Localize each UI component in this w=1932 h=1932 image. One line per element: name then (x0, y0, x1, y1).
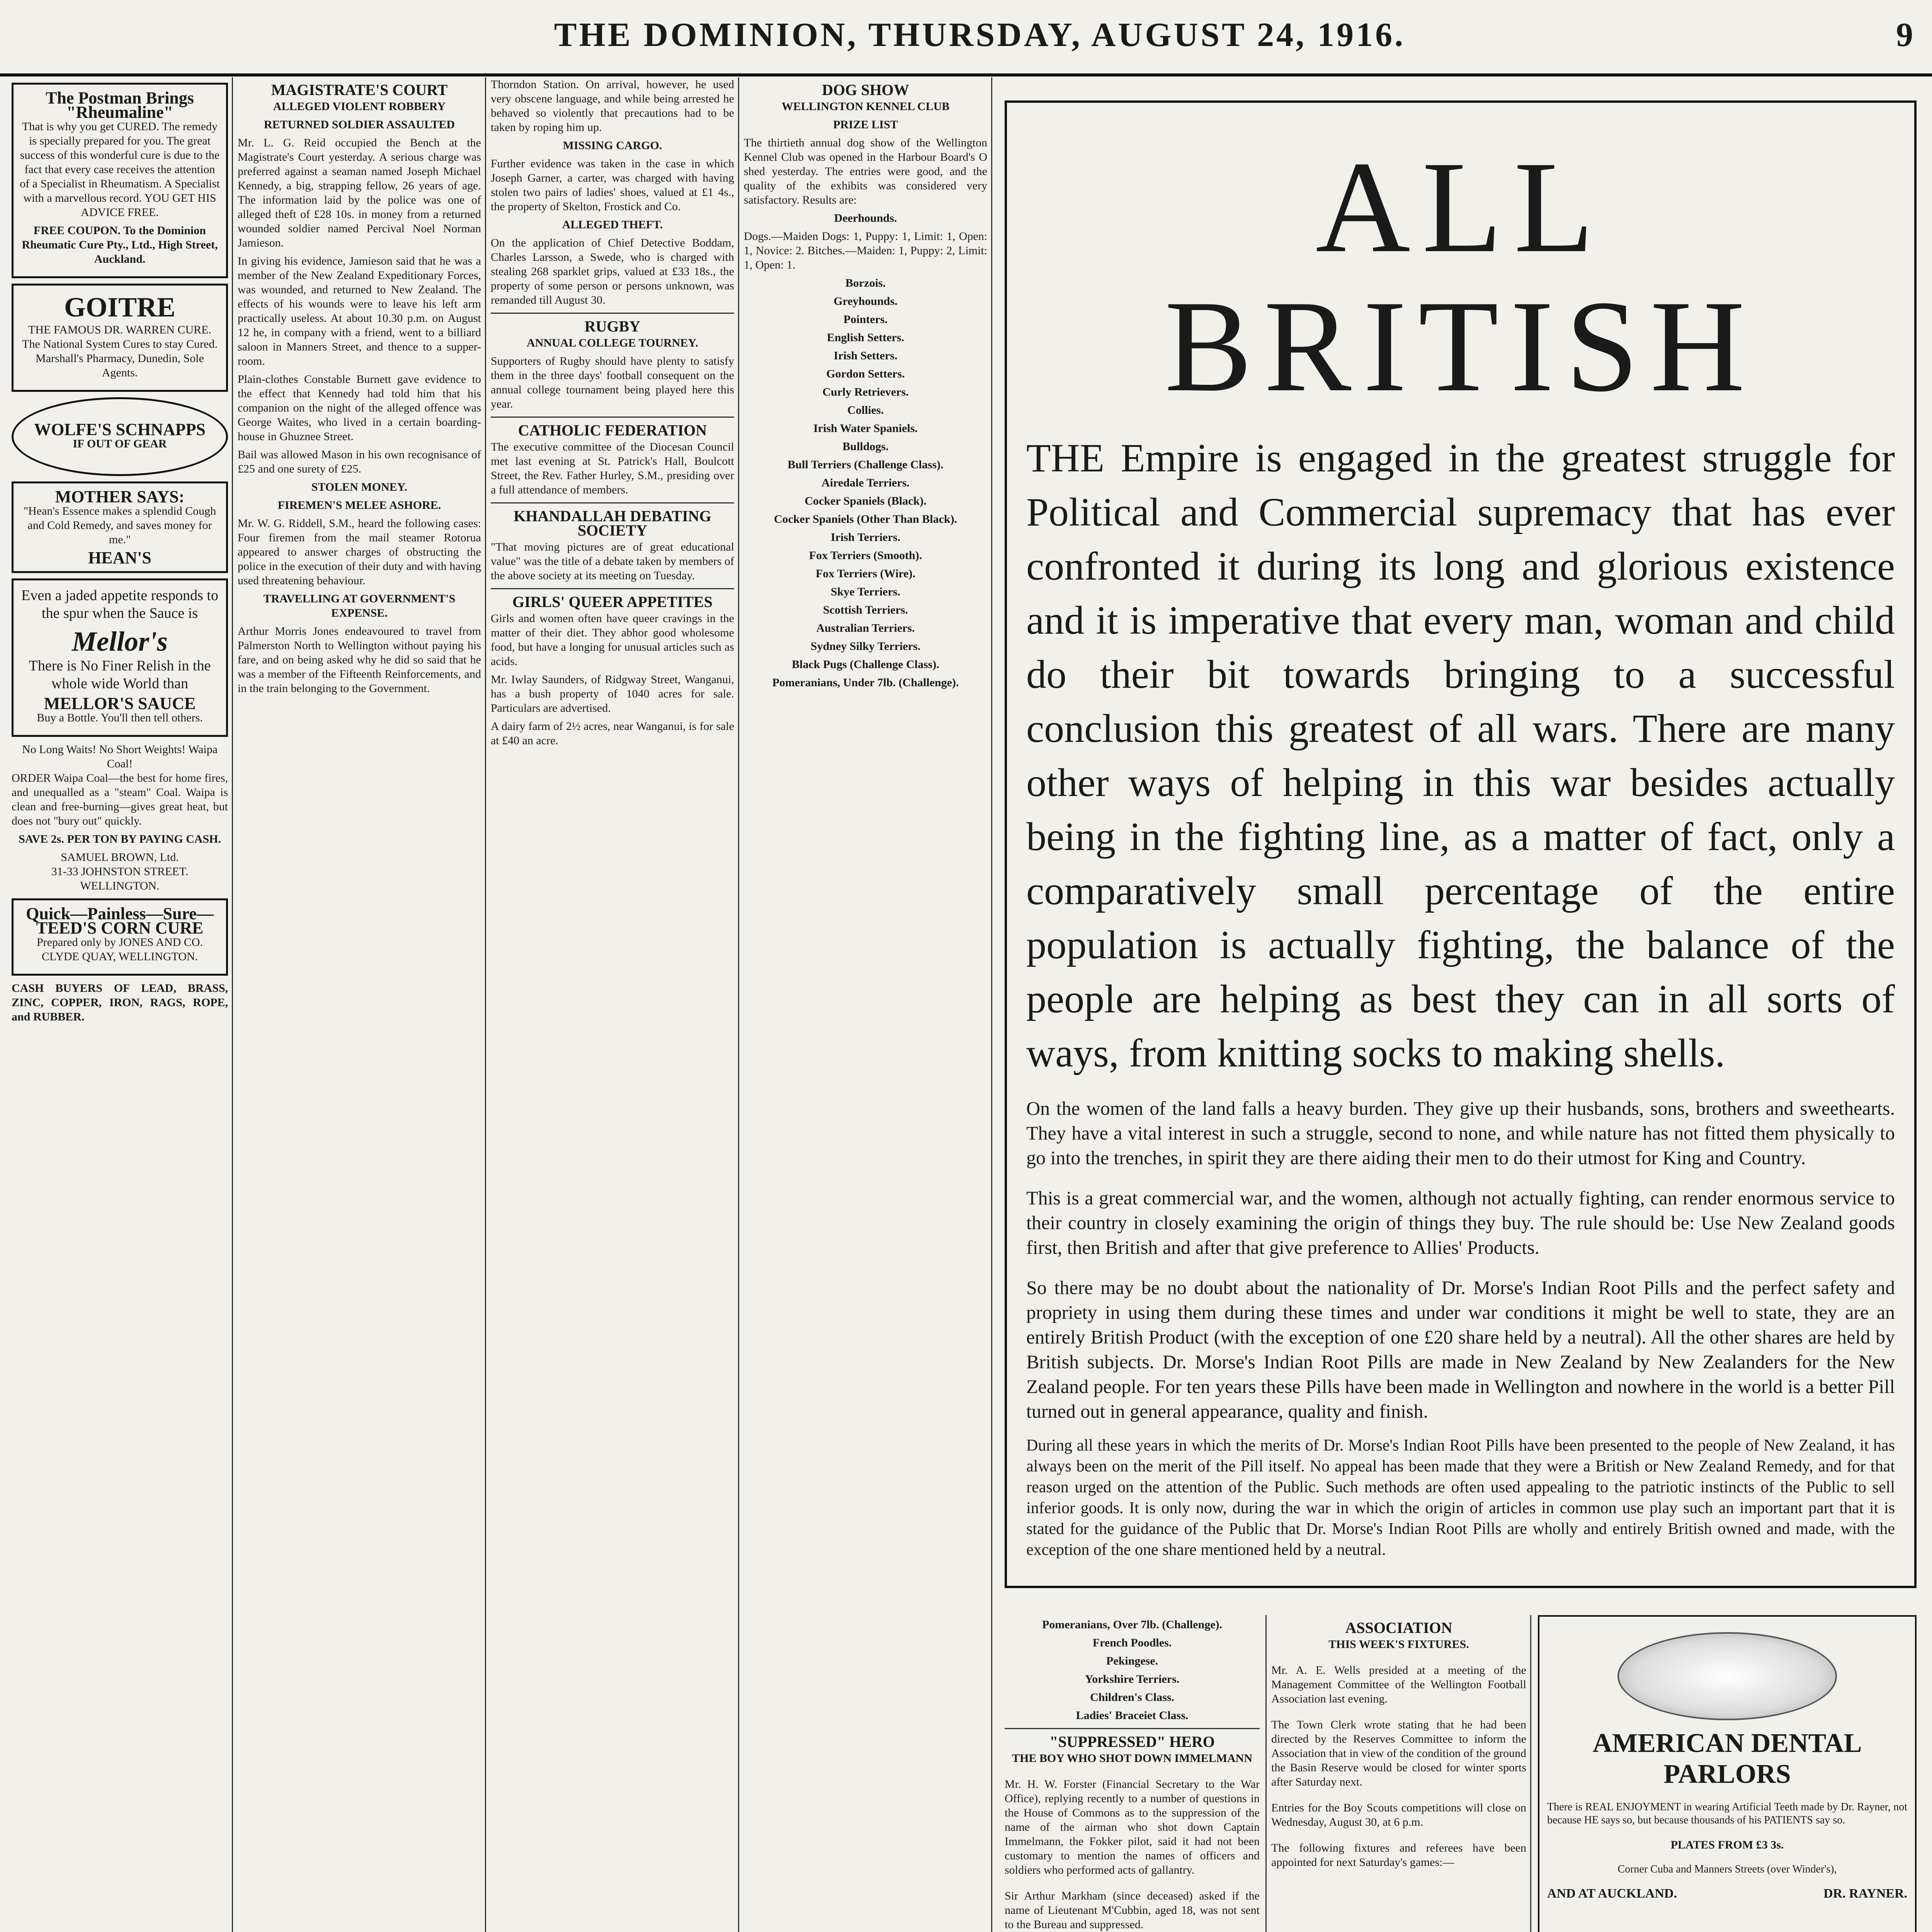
category-heading: Irish Terriers. (831, 531, 900, 544)
ad-samuel-address: 31-33 JOHNSTON STREET. WELLINGTON. (51, 865, 189, 892)
ad-goitre-title: GOITRE (64, 292, 176, 323)
page-number: 9 (1896, 16, 1913, 54)
article-paragraph: Sir Arthur Markham (since deceased) asked if the name of Lieutenant M'Cubbin, aged 18, was not sent to the Bureau and suppressed. (1005, 1889, 1260, 1931)
category-heading: Children's Class. (1090, 1691, 1174, 1704)
category-heading: Fox Terriers (Smooth). (809, 549, 922, 562)
category-heading: Fox Terriers (Wire). (816, 567, 915, 580)
ad-all-british-lead: THE Empire is engaged in the greatest struggle for Political and Commercial supremacy that has ever confronted it during its long and glorious existence and it is imperative that every man, woman and child do their bit towards bringing to a successful conclusion this greatest of all wars. There are many other ways of helping in this war besides actually being in the fighting line, as a matter of fact, only a comparatively small percentage of the entire population is actually fighting, the balance of the people are helping as best they can in all sorts of ways, from knitting socks to making shells. (1026, 436, 1895, 1075)
article-subheading: RETURNED SOLDIER ASSAULTED (264, 118, 455, 131)
article-paragraph: The Town Clerk wrote stating that he had been directed by the Reserves Committee to inform the Association that in view of the condition of the ground the Basin Reserve would be closed for winter sports after Saturday next. (1271, 1718, 1526, 1788)
article-subheading: THIS WEEK'S FIXTURES. (1328, 1638, 1469, 1651)
ad-american-title: AMERICAN DENTAL PARLORS (1592, 1728, 1862, 1789)
column-magistrates-court (238, 77, 481, 1932)
column-dog-show (744, 77, 987, 1932)
article-subheading: ALLEGED THEFT. (562, 218, 663, 231)
divider (1005, 1728, 1260, 1729)
category-heading: Skye Terriers. (831, 585, 900, 598)
ad-all-british-paragraph: During all these years in which the merits of Dr. Morse's Indian Root Pills have been presented to the people of New Zealand, it has always been on the merit of the Pill itself. No appeal has been made that they were a British or New Zealand Remedy, and for that reason urged on the attention of the Public. Such methods are often used appealing to the patriotic instincts of the Public to sell inferior goods. It is only now, during the war in which the origin of articles in common use play such an important part that it is stated for the guidance of the Public that Dr. Morse's Indian Root Pills are wholly and entirely British owned and made, with the exception of the one share mentioned held by a neutral. (1026, 1437, 1895, 1559)
article-paragraph: Supporters of Rugby should have plenty to satisfy them in the three days' football consequent on the annual college tournament being played here this year. (491, 355, 734, 410)
category-heading: Bulldogs. (842, 440, 889, 453)
ad-all-british (1005, 100, 1917, 1588)
ad-goitre (12, 284, 228, 392)
article-subheading: THE BOY WHO SHOT DOWN IMMELMANN (1012, 1752, 1252, 1765)
article-heading: RUGBY (584, 318, 641, 335)
ad-all-british-title: ALL BRITISH (1164, 134, 1757, 419)
column-rule (485, 77, 486, 1932)
divider (491, 417, 734, 418)
category-heading: Black Pugs (Challenge Class). (792, 658, 939, 671)
divider (491, 588, 734, 589)
article-paragraph: Arthur Morris Jones endeavoured to travel from Palmerston North to Wellington without paying his fare, and on being asked why he did so said that he was a member of the Fifteenth Reinforcements, and in the train belonging to the Government. (238, 625, 481, 695)
ad-all-british-paragraph: On the women of the land falls a heavy burden. They give up their husbands, sons, brothers and sweethearts. They have a vital interest in such a struggle, second to none, and while nature has not fitted them physically to go into the trenches, in spirit they are there aiding their men to do their utmost for King and Country. (1026, 1097, 1895, 1168)
ad-teeds-title: Quick—Painless—Sure— TEED'S CORN CURE (26, 904, 214, 937)
article-subheading: ANNUAL COLLEGE TOURNEY. (527, 337, 698, 349)
article-paragraph: Mr. W. G. Riddell, S.M., heard the following cases: Four firemen from the mail steamer Rotorua appeared to answer charges of obstructing the police in the execution of their duty and with having used threatening behaviour. (238, 517, 481, 587)
article-heading: DOG SHOW (822, 81, 909, 99)
ad-goitre-text: THE FAMOUS DR. WARREN CURE. The National System Cures to stay Cured. Marshall's Pharmacy, Dunedin, Sole Agents. (22, 323, 218, 379)
ad-american-address: Corner Cuba and Manners Streets (over Winder's), (1617, 1863, 1837, 1875)
column-dog-show-cont (1005, 1615, 1260, 1932)
category-heading: Greyhounds. (833, 295, 898, 308)
ad-mellors-sauce: MELLOR'S SAUCE (44, 694, 196, 713)
article-heading: MAGISTRATE'S COURT (271, 81, 448, 99)
category-heading: Irish Setters. (833, 349, 898, 362)
category-heading: English Setters. (827, 331, 904, 344)
ad-american-dental (1538, 1615, 1917, 1932)
ad-samuel-brown: SAMUEL BROWN, Ltd. (61, 851, 179, 864)
article-paragraph: Thorndon Station. On arrival, however, he used very obscene language, and while being arrested he behaved so violently that precautions had to be taken by roping him up. (491, 78, 734, 134)
ad-heans-title: MOTHER SAYS: (55, 487, 185, 506)
article-paragraph: Mr. A. E. Wells presided at a meeting of the Management Committee of the Wellington Football Association last evening. (1271, 1664, 1526, 1705)
article-paragraph: "That moving pictures are of great educational value" was the title of a debate taken by members of the above society at its meeting on Tuesday. (491, 541, 734, 582)
article-paragraph: Bail was allowed Mason in his own recognisance of £25 and one surety of £25. (238, 448, 481, 475)
article-subheading: TRAVELLING AT GOVERNMENT'S EXPENSE. (263, 592, 456, 619)
ad-mellors-lead: Even a jaded appetite responds to the spur when the Sauce is (21, 587, 218, 621)
category-heading: Scottish Terriers. (823, 604, 908, 616)
category-heading: Cocker Spaniels (Black). (804, 495, 927, 507)
ad-heans-text: "Hean's Essence makes a splendid Cough and Cold Remedy, and saves money for me." (23, 505, 216, 546)
category-heading: Curly Retrievers. (822, 386, 909, 398)
ad-all-british-paragraph: So there may be no doubt about the nationality of Dr. Morse's Indian Root Pills and the perfect safety and propriety in using them during these times and under war conditions it might be well to state, they are an entirely British Product (with the exception of one £20 share held by a neutral). All the other shares are held by British subjects. Dr. Morse's Indian Root Pills are made in New Zealand by New Zealanders for the New Zealand people. For ten years these Pills have been made in Wellington and nowhere in the world is a better Pill turned out in general appearance, quality and finish. (1026, 1277, 1895, 1422)
article-heading: CATHOLIC FEDERATION (518, 422, 707, 439)
ad-american-auckland: AND AT AUCKLAND. (1547, 1886, 1677, 1901)
ad-wolfes-sub: IF OUT OF GEAR (73, 437, 167, 450)
category-heading: Pointers. (843, 313, 888, 326)
divider (491, 502, 734, 503)
category-heading: Sydney Silky Terriers. (810, 640, 921, 653)
column-association (1271, 1615, 1526, 1932)
category-heading: Irish Water Spaniels. (813, 422, 918, 435)
article-subheading: WELLINGTON KENNEL CLUB (781, 100, 950, 113)
ad-cash-buyers: CASH BUYERS OF LEAD, BRASS, ZINC, COPPER, IRON, RAGS, ROPE, and RUBBER. (12, 982, 228, 1023)
article-subheading: FIREMEN'S MELEE ASHORE. (277, 499, 441, 512)
article-heading: GIRLS' QUEER APPETITES (512, 593, 713, 611)
ad-american-doctor: DR. RAYNER. (1823, 1886, 1907, 1901)
divider (491, 313, 734, 314)
category-heading: Australian Terriers. (816, 622, 915, 634)
ad-mellors-text: There is No Finer Relish in the whole wide World than (29, 658, 211, 692)
ad-mellors (12, 578, 228, 737)
ad-rheumaline (12, 83, 228, 278)
category-heading: French Poodles. (1092, 1636, 1172, 1649)
ad-american-text: There is REAL ENJOYMENT in wearing Artificial Teeth made by Dr. Rayner, not because HE says so, but because thousands of his PATIENTS say so. (1547, 1801, 1907, 1826)
article-paragraph: Plain-clothes Constable Burnett gave evidence to the effect that Kennedy had told him that his companion on the night of the alleged offence was George Waites, who lived in a certain boarding-house in Ghuznee Street. (238, 373, 481, 443)
article-paragraph: Mr. L. G. Reid occupied the Bench at the Magistrate's Court yesterday. A serious charge was preferred against a seaman named Joseph Michael Kennedy, a big, strapping fellow, 26 years of age. The information laid by the police was one of alleged theft of £28 10s. in money from a returned wounded soldier named Percival Noel Norman Jamieson. (238, 136, 481, 249)
category-heading: Collies. (847, 404, 884, 417)
results-paragraph: Dogs.—Maiden Dogs: 1, Puppy: 1, Limit: 1, Open: 1, Novice: 2. Bitches.—Maiden: 1, Puppy: 2, Limit: 1, Open: 1. (744, 230, 987, 271)
ad-american-plates: PLATES FROM £3 3s. (1670, 1838, 1784, 1851)
article-heading: "SUPPRESSED" HERO (1049, 1733, 1215, 1750)
category-heading: Deerhounds. (834, 212, 897, 224)
article-subheading: PRIZE LIST (833, 118, 898, 131)
ad-teeds-text: Prepared only by JONES AND CO. CLYDE QUAY, WELLINGTON. (37, 936, 203, 963)
ad-waipa-title: No Long Waits! No Short Weights! Waipa Coal! (22, 743, 218, 770)
article-paragraph: A dairy farm of 2½ acres, near Wanganui, is for sale at £40 an acre. (491, 720, 734, 747)
category-heading: Pomeranians, Over 7lb. (Challenge). (1042, 1618, 1223, 1631)
masthead-title: THE DOMINION, THURSDAY, AUGUST 24, 1916. (554, 16, 1406, 54)
article-paragraph: Girls and women often have queer cravings in the matter of their diet. They abhor good wholesome food, but have a longing for unusual articles such as acids. (491, 612, 734, 668)
article-paragraph: The following fixtures and referees have been appointed for next Saturday's games:— (1271, 1842, 1526, 1869)
column-rule (991, 77, 992, 1932)
article-heading: ASSOCIATION (1345, 1619, 1452, 1636)
ad-waipa-text: ORDER Waipa Coal—the best for home fires, and unequalled as a "steam" Coal. Waipa is clean and free-burning—gives great heat, but does not "bury out" quickly. (12, 772, 228, 827)
ad-heans-brand: HEAN'S (88, 548, 151, 567)
dentures-illustration (1617, 1632, 1837, 1720)
ad-rheumaline-coupon: FREE COUPON. To the Dominion Rheumatic Cure Pty., Ltd., High Street, Auckland. (22, 224, 218, 265)
masthead (0, 0, 1932, 77)
column-rule (1530, 1615, 1531, 1932)
column-news (491, 77, 734, 1932)
category-heading: Gordon Setters. (826, 367, 905, 380)
ad-mellors-foot: Buy a Bottle. You'll then tell others. (37, 711, 203, 724)
ad-wolfes (12, 397, 228, 476)
article-paragraph: Mr. H. W. Forster (Financial Secretary to the War Office), replying recently to a number of questions in the House of Commons as to the suppression of the name of the airman who shot down Captain Immelmann, the Fokker pilot, said it had not been customary to mention the names of officers and soldiers who performed acts of gallantry. (1005, 1778, 1260, 1876)
article-paragraph: The thirtieth annual dog show of the Wellington Kennel Club was opened in the Harbour Board's O shed yesterday. The entries were good, and the quality of the exhibits was considered very satisfactory. Results are: (744, 136, 987, 206)
ad-rheumaline-title: The Postman Brings "Rheumaline" (46, 88, 194, 122)
ad-teeds (12, 898, 228, 976)
article-paragraph: The executive committee of the Diocesan Council met last evening at St. Patrick's Hall, Boulcott Street, the Rev. Father Hurley, S.M., presiding over a full attendance of members. (491, 440, 734, 496)
category-heading: Bull Terriers (Challenge Class). (787, 458, 944, 471)
category-heading: Pekingese. (1106, 1655, 1158, 1667)
ad-all-british-paragraph: This is a great commercial war, and the women, although not actually fighting, can render enormous service to their country in closely examining the origin of things they buy. The rule should be: Use New Zealand goods first, then British and after that give preference to Allies' Products. (1026, 1187, 1895, 1258)
ad-wolfes-title: WOLFE'S SCHNAPPS (34, 420, 206, 439)
column-rule (738, 77, 739, 1932)
ad-waipa-save: SAVE 2s. PER TON BY PAYING CASH. (18, 833, 221, 845)
column-rule (1265, 1615, 1267, 1932)
article-subheading: STOLEN MONEY. (311, 481, 408, 493)
category-heading: Ladies' Braceiet Class. (1076, 1709, 1189, 1722)
article-paragraph: On the application of Chief Detective Boddam, Charles Larsson, a Swede, who is charged with stealing 268 sparklet grips, valued at £33 18s., the property of some person or persons unknown, was remanded till August 30. (491, 236, 734, 306)
article-paragraph: Mr. Iwlay Saunders, of Ridgway Street, Wanganui, has a bush property of 1040 acres for sale. Particulars are advertised. (491, 673, 734, 714)
article-paragraph: In giving his evidence, Jamieson said that he was a member of the New Zealand Expeditionary Forces, was wounded, and returned to New Zealand. The effects of his wounds were to leave his left arm practically useless. At about 10.30 p.m. on August 12 he, in company with a friend, went to a billiard saloon in Manners Street, and thence to a supper-room. (238, 255, 481, 367)
article-paragraph: Further evidence was taken in the case in which Joseph Garner, a carter, was charged with having stolen two pairs of ladies' shoes, valued at £1 4s., the property of Skelton, Frostick and Co. (491, 157, 734, 213)
article-paragraph: Entries for the Boy Scouts competitions will close on Wednesday, August 30, at 6 p.m. (1271, 1801, 1526, 1828)
column-rule (232, 77, 233, 1932)
category-heading: Yorkshire Terriers. (1085, 1673, 1180, 1685)
category-heading: Cocker Spaniels (Other Than Black). (774, 513, 957, 526)
article-subheading: MISSING CARGO. (563, 139, 662, 152)
article-subheading: ALLEGED VIOLENT ROBBERY (273, 100, 446, 113)
column-ads-left (12, 77, 228, 1932)
ad-mellors-brand: Mellor's (71, 626, 168, 657)
ad-rheumaline-text: That is why you get CURED. The remedy is specially prepared for you. The great success of this wonderful cure is due to the fact that every case receives the attention of a Specialist in Rheumatism. A Specialist with a marvellous record. YOU GET HIS ADVICE FREE. (20, 120, 220, 219)
category-heading: Borzois. (845, 277, 886, 289)
ad-heans (12, 481, 228, 573)
category-heading: Airedale Terriers. (821, 476, 910, 489)
article-heading: KHANDALLAH DEBATING SOCIETY (514, 507, 711, 539)
category-heading: Pomeranians, Under 7lb. (Challenge). (772, 676, 959, 689)
ad-waipa (12, 742, 228, 893)
